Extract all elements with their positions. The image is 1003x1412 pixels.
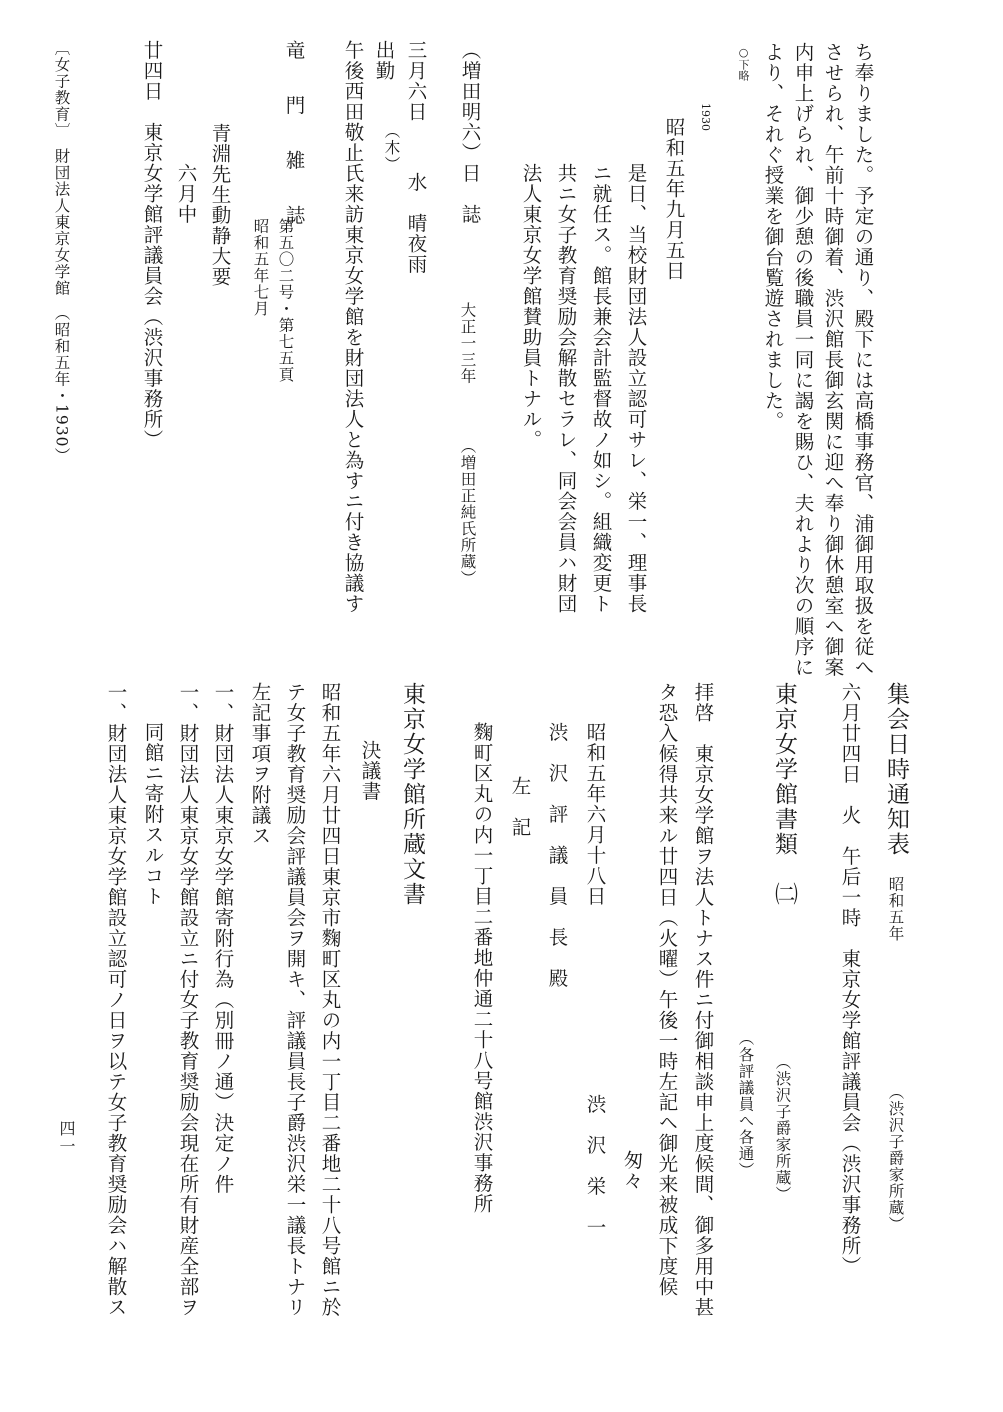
list-item: 一、財団法人東京女学館設立認可ノ日ヲ以テ女子教育奨励会ハ解散ス <box>104 682 128 1318</box>
omission-note: ○下略 <box>737 46 750 81</box>
list-item: 一、財団法人東京女学館設立ニ付女子教育奨励会現在所有財産全部ヲ <box>176 682 200 1318</box>
letter-sender: 渋 沢 栄 一 <box>583 1094 607 1238</box>
text-column: 午後西田敬止氏来訪東京女学館を財団法人と為すニ付き協議す <box>341 40 365 614</box>
text-column: 共ニ女子教育奨励会解散セラレ、同会会員ハ財団 <box>554 163 578 614</box>
source-title: （増田明六）日 誌 <box>458 40 482 225</box>
letter-date: 昭和五年六月十八日 <box>583 722 607 907</box>
source-holder: （渋沢子爵家所蔵） <box>773 1054 792 1203</box>
diary-date: 三月六日 <box>404 40 428 122</box>
section-title: 集会日時通知表 <box>883 682 909 857</box>
year-marker: 1930 <box>699 103 712 131</box>
text-column: 昭和五年六月廿四日東京市麴町区丸の内一丁目二番地二十八号館ニ於 <box>318 682 342 1318</box>
text-column: 青淵先生動静大要 <box>208 123 232 287</box>
text-column: 六月廿四日 火 午后一時 東京女学館評議員会（渋沢事務所） <box>838 682 862 1277</box>
source-title: 竜 門 雑 誌 <box>282 40 306 233</box>
text-column: より、それぐ授業を御台覧遊されました。 <box>761 42 785 432</box>
letter-addressee: 渋 沢 評 議 員 長 殿 <box>545 722 569 989</box>
page-number: 四一 <box>57 1120 76 1156</box>
source-holder: （渋沢子爵家所蔵） <box>886 1084 905 1233</box>
text-column: させられ、午前十時御着、渋沢館長御玄関に迎へ奉り御休憩室へ御案 <box>821 42 845 678</box>
source-year: 大正一三年 <box>458 302 477 385</box>
diary-weekday: （木） <box>382 123 401 173</box>
text-column: 出勤 <box>372 40 396 81</box>
diary-weather: 水 晴夜雨 <box>404 172 428 275</box>
letter-closing: 匆々 <box>620 1150 644 1191</box>
text-column: 是日、当校財団法人設立認可サレ、栄一、理事長 <box>624 163 648 614</box>
text-column: 左記事項ヲ附議ス <box>248 682 272 846</box>
subheading: 決議書 <box>358 740 382 802</box>
source-year: 昭和五年 <box>886 876 905 942</box>
text-column: 廿四日 東京女学館評議員会（渋沢事務所） <box>140 40 164 450</box>
source-date: 昭和五年七月 <box>251 218 270 317</box>
running-footer: 〔女子教育〕 財団法人東京女学館 （昭和五年・1930） <box>52 40 71 464</box>
text-column: 六月中 <box>174 163 198 225</box>
subheading: 左 記 <box>508 776 532 838</box>
text-column: ニ就任ス。館長兼会計監督故ノ如シ。組織変更ト <box>589 163 613 614</box>
source-issue: 第五〇二号・第七五頁 <box>276 218 295 383</box>
text-column: 内申上げられ、御少憩の後職員一同に謁を賜ひ、夫れより次の順序に <box>791 42 815 678</box>
list-item-continuation: 同館ニ寄附スルコト <box>141 722 165 907</box>
section-title: 東京女学館所蔵文書 <box>399 682 425 907</box>
addressee-note: （各評議員へ各通） <box>736 1030 755 1179</box>
text-column: タ恐入候得共来ル廿四日（火曜）午後一時左記ヘ御光来被成下度候 <box>655 682 679 1297</box>
list-item: 一、財団法人東京女学館寄附行為（別冊ノ通）決定ノ件 <box>211 682 235 1195</box>
source-holder: （増田正純氏所蔵） <box>458 438 477 587</box>
text-column: テ女子教育奨励会評議員会ヲ開キ、評議員長子爵渋沢栄一議長トナリ <box>283 682 307 1318</box>
text-column: ち奉りました。予定の通り、殿下には高橋事務官、浦御用取扱を従へ <box>851 42 875 678</box>
text-column: 法人東京女学館賛助員トナル。 <box>519 163 543 450</box>
address: 麴町区丸の内一丁目二番地仲通二十八号館渋沢事務所 <box>470 722 494 1214</box>
entry-date: 昭和五年九月五日 <box>662 117 686 281</box>
text-column: 拝啓 東京女学館ヲ法人トナス件ニ付御相談申上度候間、御多用中甚 <box>691 682 715 1318</box>
section-title: 東京女学館書類 ㈡ <box>771 682 797 907</box>
